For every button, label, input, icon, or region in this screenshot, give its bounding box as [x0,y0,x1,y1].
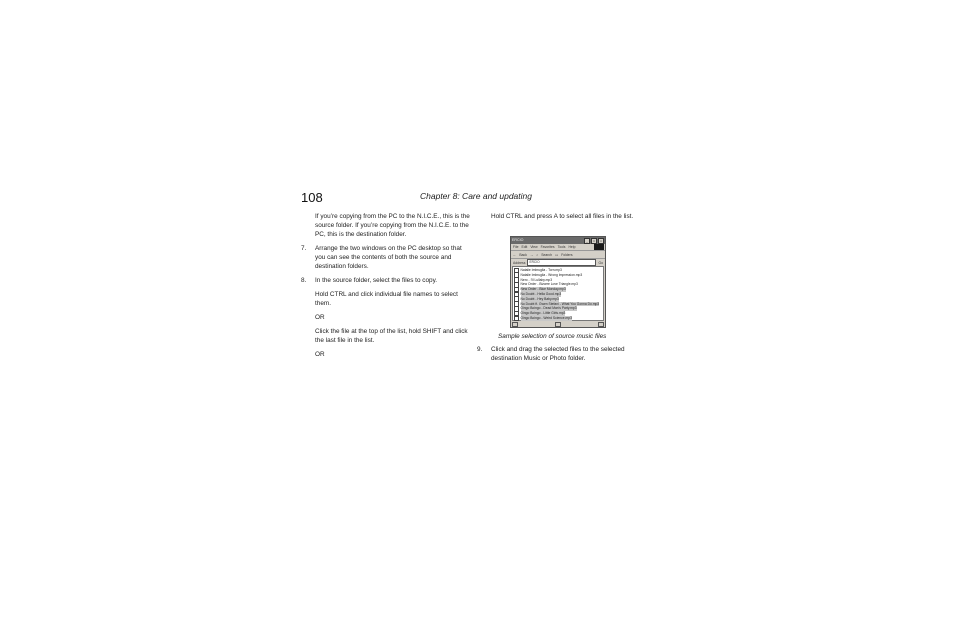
menu-edit: Edit [521,245,528,249]
back-icon: ← [513,252,517,257]
audio-file-icon [514,316,519,322]
page-number: 108 [301,190,323,205]
scroll-thumb [555,322,561,327]
right-column [477,212,647,226]
step-8-option-shift-click: Click the file at the top of the list, hold SHIFT and click the last file in the list. [315,328,468,344]
file-name: Oingo Boingo - Weird Science.mp3 [520,315,572,320]
step-7-number: 7. [301,245,307,252]
menu-view: View [530,245,538,249]
menu-favorites: Favorites [540,245,555,249]
toolbar-forward: → [529,252,534,257]
explorer-window-screenshot [510,236,606,328]
file-name: Oingo Boingo - Dead Man's Party.mp3 [520,306,577,311]
left-column [301,212,471,364]
file-list [512,266,604,321]
file-list-item [513,316,603,321]
maximize-icon: □ [591,238,597,244]
intro-paragraph: If you’re copying from the PC to the N.I.C.E., this is the source folder. If you’re copying from the N.I.C.E. to the PC, this is the destination folder. [315,213,470,238]
or-separator-2: OR [315,351,325,358]
menu-help: Help [568,245,576,249]
step-8-number: 8. [301,277,307,284]
windows-logo-icon [594,244,604,250]
menu-file: File [513,245,519,249]
explorer-window-title: ERCIO [512,238,524,242]
file-name: Natalie Imbruglia - Torn.mp3 [520,268,562,272]
step-7-text: Arrange the two windows on the PC desktop so that you can see the contents of both the source and destination folders. [315,245,462,270]
explorer-toolbar [511,250,605,258]
explorer-menu-bar [511,244,605,250]
scroll-right-icon [598,322,604,327]
toolbar-back: Back [519,252,527,257]
menu-tools: Tools [557,245,566,249]
step-8-option-ctrl-click: Hold CTRL and click individual file names to select them. [315,291,458,307]
step-9-number: 9. [477,346,483,353]
folders-icon: ▭ [554,252,559,257]
file-name: No Doubt - Hey Baby.mp3 [520,296,559,301]
file-name: No Doubt ft. Gwen Stefani - What You Gonna Do.mp3 [520,301,600,306]
explorer-title-bar [511,237,605,244]
file-name: Natalie Imbruglia - Wrong Impression.mp3 [520,272,583,277]
explorer-address-bar [511,258,605,266]
file-name: Oingo Boingo - Little Girls.mp3 [520,311,566,316]
step-8-option-ctrl-a: Hold CTRL and press A to select all files in the list. [491,213,634,220]
step-8 [301,276,471,285]
address-field: ERCIO [527,259,596,266]
step-7 [301,244,471,271]
file-name: New Order - Blue Monday.mp3 [520,287,566,292]
or-separator-1: OR [315,314,325,321]
toolbar-search: Search [541,252,552,257]
step-9-text: Click and drag the selected files to the selected destination Music or Photo folder. [491,346,625,362]
step-9 [477,345,647,363]
close-icon: × [598,238,604,244]
minimize-icon: _ [584,238,590,244]
go-button: Go [598,260,603,265]
explorer-scrollbar [512,322,604,326]
step-8-text: In the source folder, select the files to copy. [315,277,438,284]
file-name: New Order - Bizarre Love Triangle.mp3 [520,282,578,287]
scroll-left-icon [512,322,518,327]
right-column-step-9 [477,345,647,368]
toolbar-folders: Folders [561,252,573,257]
figure-caption: Sample selection of source music files [498,333,607,340]
file-name: Nero - I'll Lullaby.mp3 [520,277,553,282]
file-name: No Doubt - Hella Good.mp3 [520,291,562,296]
address-label: Address [513,260,526,265]
chapter-title: Chapter 8: Care and updating [420,191,532,201]
search-icon: ⌕ [536,252,539,257]
